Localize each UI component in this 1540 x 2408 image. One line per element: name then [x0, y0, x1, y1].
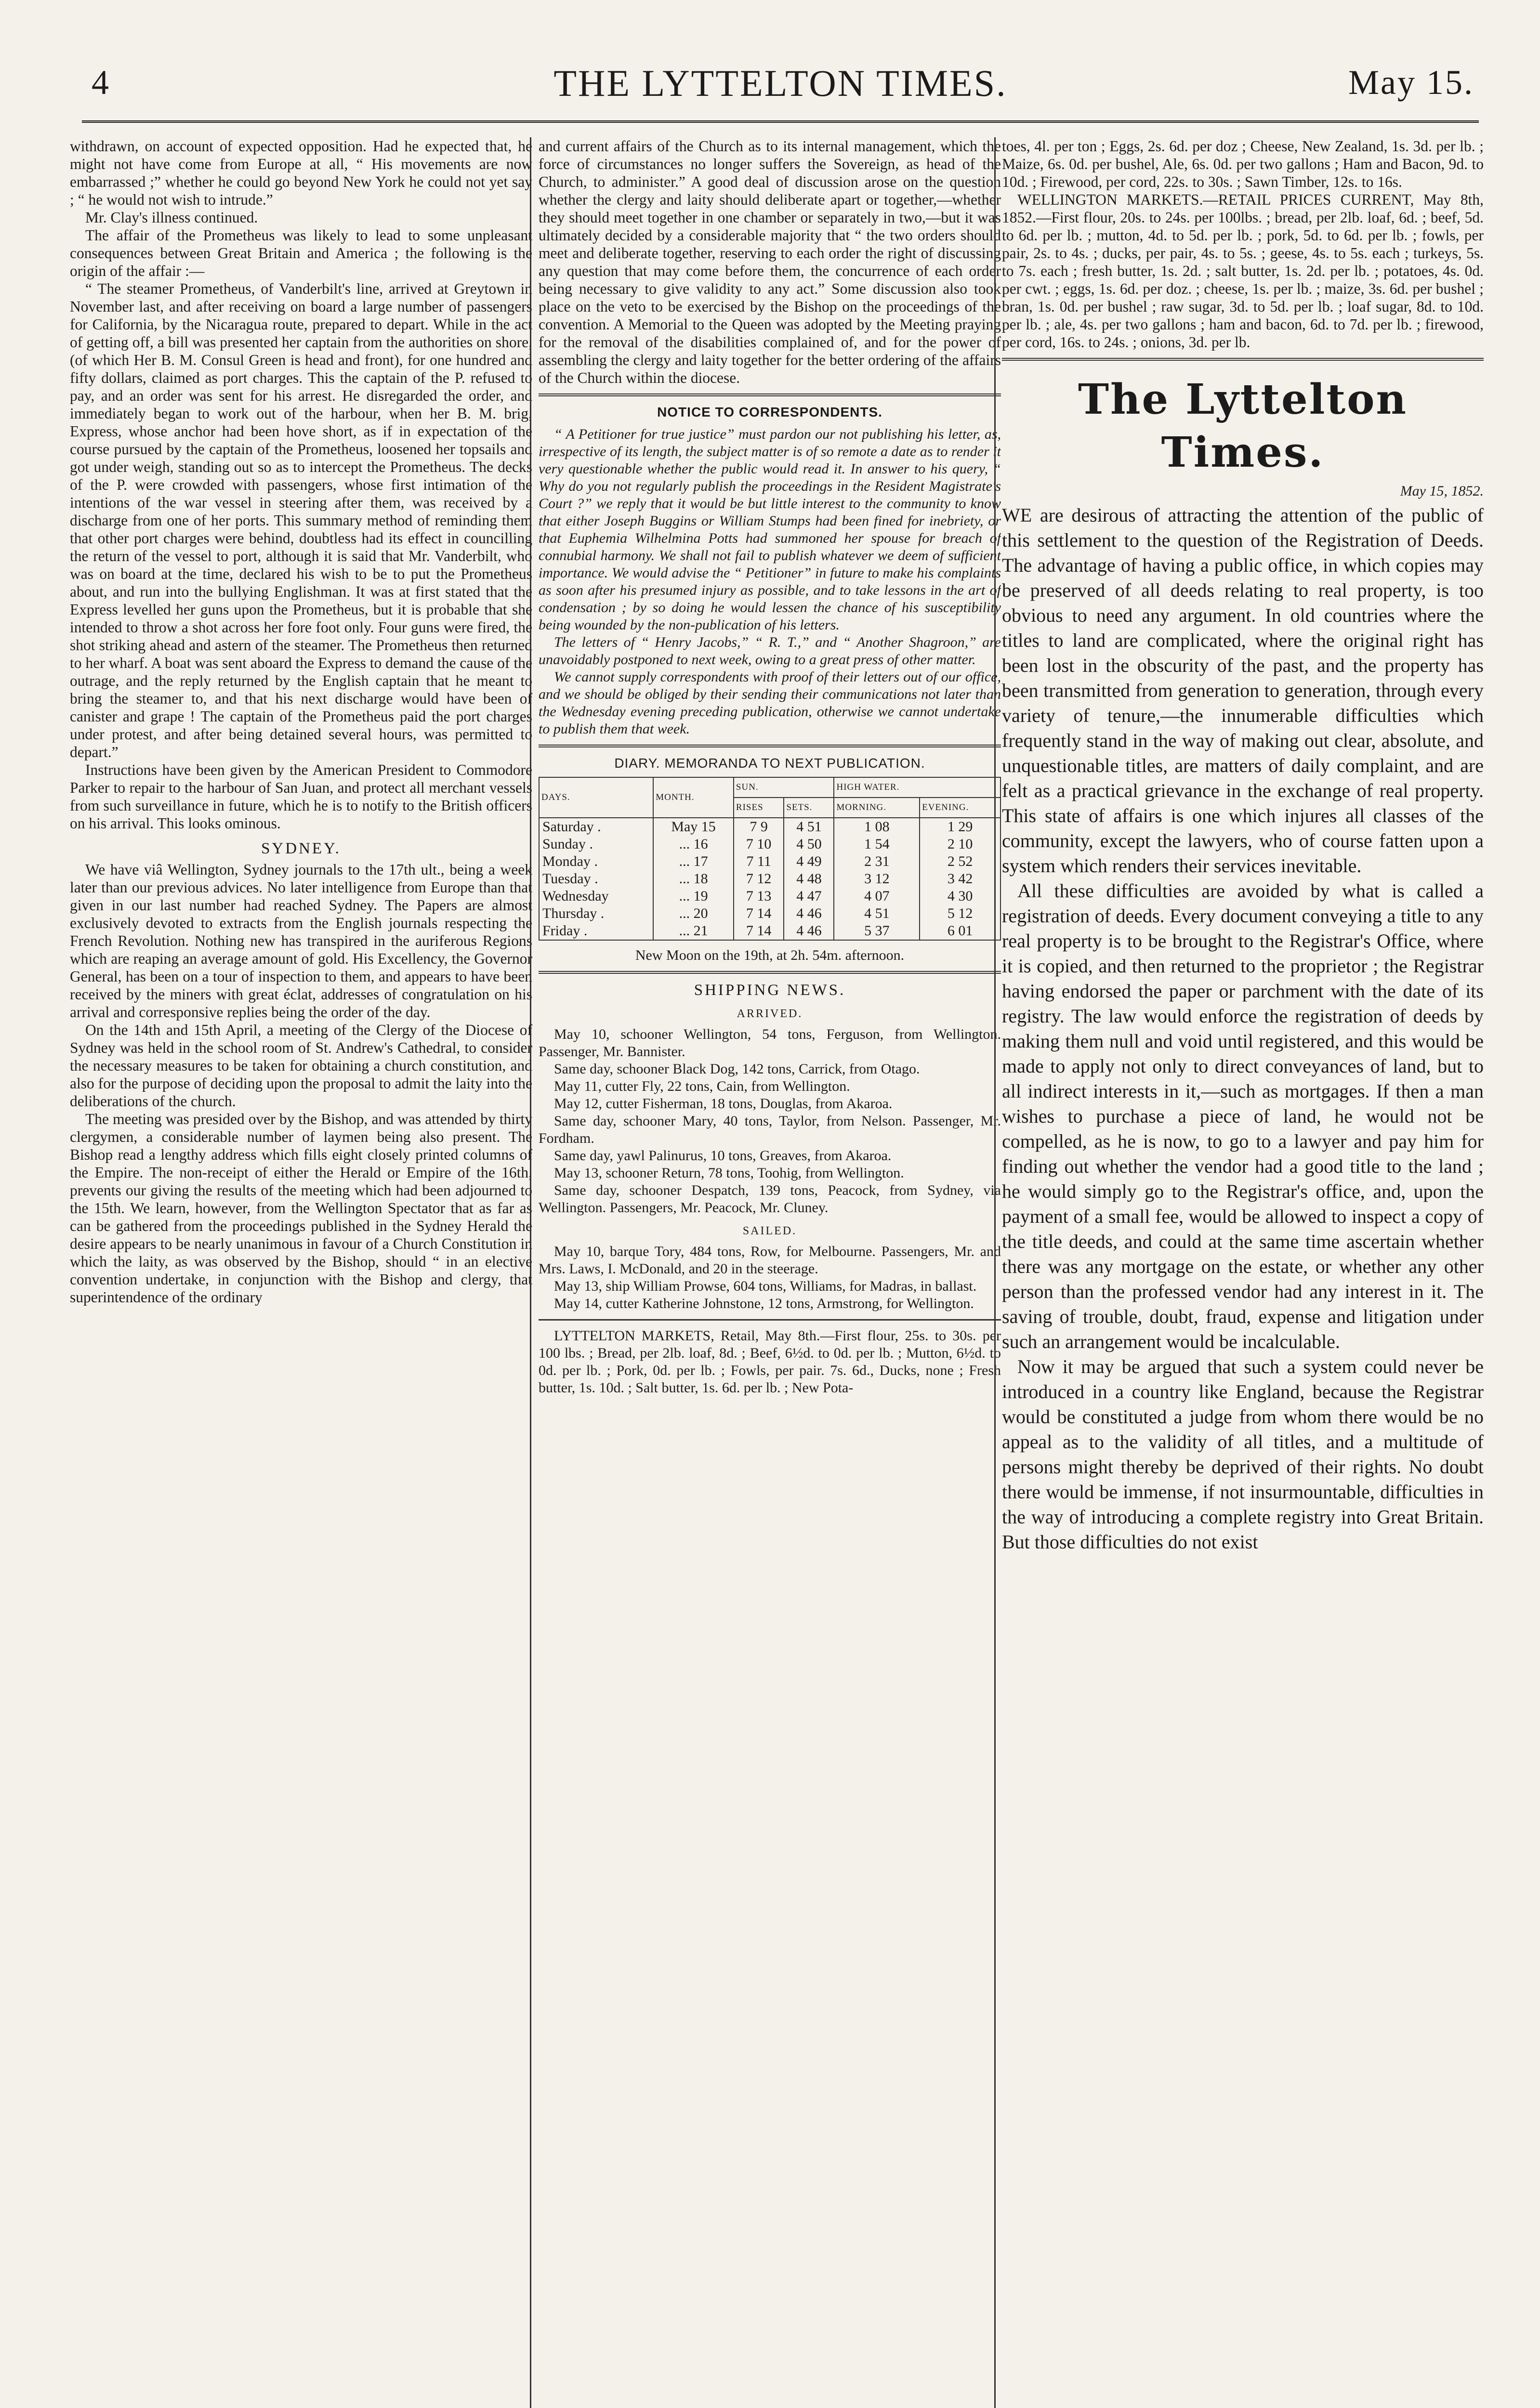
diary-cell-day: Thursday . — [539, 905, 653, 922]
diary-cell-morning: 1 08 — [834, 818, 920, 836]
newspaper-title: THE LYTTELTON TIMES. — [553, 62, 1007, 104]
diary-table — [539, 777, 1001, 941]
diary-body — [539, 818, 1000, 940]
article-paragraph: The affair of the Prometheus was likely to lead to some unpleasant consequences between Great Britain and America ; the following is the origin of the affair :— — [70, 227, 532, 279]
notice-block — [539, 426, 1001, 738]
markets-paragraph — [539, 1327, 1001, 1397]
article-paragraph: “ The steamer Prometheus, of Vanderbilt's line, arrived at Greytown in November last, and after receiving on board a large number of passengers for California, by the Nicaragua route, prepared to depart. While in the act of getting off, a bill was presented her captain from the authorities on shore, (of which Her B. M. Consul Green is head and front), for one hundred and fifty dollars, claimed as port charges. This the captain of the P. refused to pay, and an order was sent for his arrest. He disregarded the order, and immediately began to work out of the harbour, when her B. M. brig, Express, whose anchor had been hove short, as if in expectation of the course pursued by the captain of the Prometheus, loosened her topsails and got under weigh, standing out so as to intercept the Prometheus. The decks of the P. were crowded with passengers, whose first intimation of the intentions of the war vessel in steering after them, was received by a discharge from one of her ports. This summary method of reminding them that other port charges were behind, doubtless had its effect in councilling the return of the vessel to port, although it is said that Mr. Vanderbilt, who was on board at the time, declared his wish to be to put the Prometheus about, and run into the bullying Englishman. It was at first stated that the Express levelled her guns upon the Prometheus, but it is probable that she intended to throw a shot across her fore foot only. Four guns were fired, the shot striking ahead and astern of the steamer. The Prometheus then returned to her wharf. A boat was sent aboard the Express to demand the cause of the outrage, and the reply returned by the English captain that he meant to bring the steamer to, and that his next discharge would have been of canister and grape ! The captain of the Prometheus paid the port charges under protest, and after being detained several hours, was permitted to depart.” — [70, 280, 532, 760]
section-rule — [539, 745, 1001, 747]
wellington-markets-text: May 8th, 1852.—First flour, 20s. to 24s. per 100lbs. ; bread, per 2lb. loaf, 6d. ; beef, 5d. to 6d. per lb. ; mutton, 4d. to 5d. per lb. ; pork, 5d. to 6d. per lb. ; fowls, per pair, 2s. to 4s. ; ducks, per pair, 4s. to 5s. ; geese, 4s. to 5s. each ; turkeys, 5s. to 7s. each ; fresh butter, 1s. 2d. ; salt butter, 1s. 2d. per lb. ; potatoes, 4s. 0d. per cwt. ; eggs, 1s. 6d. per doz. ; cheese, 1s. per lb. ; maize, 3s. 6d. per bushel ; bran, 1s. 0d. per bushel ; raw sugar, 3d. to 5d. per lb. ; loaf sugar, 8d. to 10d. per lb. ; ale, 4s. per two gallons ; ham and bacon, 6d. to 7d. per lb. ; firewood, per cord, 16s. to 24s. ; onions, 3d. per lb. — [1002, 191, 1484, 351]
diary-cell-sets: 4 48 — [784, 870, 834, 888]
shipping-entry: May 10, schooner Wellington, 54 tons, Ferguson, from Wellington. Passenger, Mr. Bannister. — [539, 1026, 1001, 1060]
diary-heading: DIARY. MEMORANDA TO NEXT PUBLICATION. — [614, 756, 925, 771]
leader-paragraph: Now it may be argued that such a system could never be introduced in a country like England, because the Registrar would be constituted a judge from whom there would be no appeal as to the validity of all titles, and a multitude of persons might thereby be deprived of their rights. No doubt there would be immense, if not insurmountable, difficulties in the way of introducing a complete registry into Great Britain. But those difficulties do not exist — [1002, 1356, 1484, 1553]
diary-row — [539, 853, 1000, 870]
sydney-heading: SYDNEY. — [261, 840, 341, 857]
notice-paragraph: We cannot supply correspondents with proof of their letters out of our office, and we should be obliged by their sending their communications not later than the Wednesday evening preceding publication, otherwise we cannot undertake to publish them that week. — [539, 669, 1001, 737]
article-paragraph: Instructions have been given by the American President to Commodore Parker to repair to the harbour of San Juan, and protect all merchant vessels from such surveillance in future, which he is to notify to the British officers on his arrival. This looks ominous. — [70, 761, 532, 832]
diary-cell-sets: 4 46 — [784, 922, 834, 940]
diary-cell-morning: 4 51 — [834, 905, 920, 922]
diary-cell-rises: 7 14 — [734, 905, 784, 922]
diary-cell-rises: 7 12 — [734, 870, 784, 888]
issue-date: May 15. — [1348, 63, 1474, 102]
article-paragraph: We have viâ Wellington, Sydney journals to the 17th ult., being a week later than our previous advices. No later intelligence from Europe than that given in our last number had reached Sydney. The Papers are almost exclusively devoted to extracts from the English journals respecting the French Revolution. Nothing new has transpired in the auriferous Regions which are reaping an average amount of gold. His Excellency, the Governor General, has been on a tour of inspection to them, and appears to have been received by the miners with great éclat, addresses of congratulation on his arrival and corresponsive replies being the order of the day. — [70, 861, 532, 1021]
section-rule — [1002, 358, 1484, 361]
diary-cell-evening: 5 12 — [920, 905, 1000, 922]
diary-row — [539, 818, 1000, 836]
diary-cell-rises: 7 14 — [734, 922, 784, 940]
shipping-entry: May 13, schooner Return, 78 tons, Toohig, from Wellington. — [554, 1165, 904, 1181]
section-rule — [539, 1319, 1001, 1321]
leader-date: May 15, 1852. — [1400, 483, 1484, 499]
diary-cell-sets: 4 47 — [784, 888, 834, 905]
diary-cell-evening: 2 52 — [920, 853, 1000, 870]
diary-cell-month: ... 16 — [653, 836, 734, 853]
markets-text: Retail, May 8th.—First flour, 25s. to 30s. per 100 lbs. ; Bread, per 2lb. loaf, 8d. ; Beef, 6½d. to 0d. per lb. ; Mutton, 6½d. to 0d. per lb. ; Pork, 0d. per lb. ; Fowls, per pair. 7s. 6d., Ducks, none ; Fresh butter, 1s. 10d. ; Salt butter, 1s. 6d. per lb. ; New Pota- — [539, 1328, 1001, 1396]
diary-row — [539, 888, 1000, 905]
notice-heading: NOTICE TO CORRESPONDENTS. — [657, 405, 882, 419]
diary-cell-rises: 7 11 — [734, 853, 784, 870]
shipping-entry: Same day, schooner Black Dog, 142 tons, Carrick, from Otago. — [554, 1061, 920, 1077]
page-number: 4 — [92, 63, 109, 102]
diary-cell-month: ... 21 — [653, 922, 734, 940]
column-divider — [530, 137, 531, 2408]
diary-cell-sets: 4 49 — [784, 853, 834, 870]
arrived-heading: ARRIVED. — [737, 1008, 803, 1020]
column-1 — [70, 137, 532, 2408]
diary-cell-day: Friday . — [539, 922, 653, 940]
shipping-entry: May 10, barque Tory, 484 tons, Row, for Melbourne. Passengers, Mr. and Mrs. Laws, I. McDonald, and 20 in the steerage. — [539, 1243, 1001, 1277]
wellington-markets-paragraph — [1002, 191, 1484, 351]
article-paragraph: withdrawn, on account of expected opposition. Had he expected that, he might not have come from Europe at all, “ His movements are now embarrassed ;” whether he could go beyond New York he could not yet say ; “ he would not wish to intrude.” — [70, 138, 532, 208]
diary-cell-month: ... 20 — [653, 905, 734, 922]
article-paragraph: On the 14th and 15th April, a meeting of the Clergy of the Diocese of Sydney was held in the school room of St. Andrew's Cathedral, to consider the necessary measures to be taken for obtaining a church constitution, and also for the purpose of deciding upon the proposal to admit the laity into the deliberations of the church. — [70, 1021, 532, 1110]
diary-header-high-water: HIGH WATER. — [834, 777, 1000, 798]
diary-row — [539, 836, 1000, 853]
diary-cell-morning: 5 37 — [834, 922, 920, 940]
diary-cell-evening: 2 10 — [920, 836, 1000, 853]
diary-header-evening: EVENING. — [920, 798, 1000, 818]
diary-header-rises: RISES — [734, 798, 784, 818]
diary-header-month: MONTH. — [653, 777, 734, 818]
notice-paragraph: The letters of “ Henry Jacobs,” “ R. T.,” and “ Another Shagroon,” are unavoidably postponed to next week, owing to a great press of other matter. — [539, 634, 1001, 667]
markets-paragraph: toes, 4l. per ton ; Eggs, 2s. 6d. per doz ; Cheese, New Zealand, 1s. 3d. per lb. ; Maize, 6s. 0d. per bushel, Ale, 6s. 0d. per two gallons ; Ham and Bacon, 9d. to 10d. ; Firewood, per cord, 22s. to 30s. ; Sawn Timber, 12s. to 16s. — [1002, 138, 1484, 190]
article-paragraph: and current affairs of the Church as to its internal management, which the force of circumstances no longer suffers the Sovereign, as head of the Church, to administer.” A good deal of discussion arose on the question whether the clergy and laity should deliberate apart or together,—whether they should meet together in one chamber or separately in two,—but it was ultimately decided by a considerable majority that “ the two orders should meet and deliberate together, reserving to each order the right of discussing any question that may come before them, the concurrence of each order being necessary to give validity to any act.” Some discussion also took place on the veto to be exercised by the Bishop on the proceedings of the convention. A Memorial to the Queen was adopted by the Meeting praying for the removal of the disabilities complained of, and for the power of assembling the clergy and laity together for the better ordering of the affairs of the Church within the diocese. — [539, 138, 1001, 386]
shipping-entry: Same day, yawl Palinurus, 10 tons, Greaves, from Akaroa. — [554, 1148, 892, 1164]
diary-cell-sets: 4 51 — [784, 818, 834, 836]
shipping-entry: May 12, cutter Fisherman, 18 tons, Douglas, from Akaroa. — [554, 1096, 893, 1112]
diary-cell-month: ... 18 — [653, 870, 734, 888]
column-3 — [1002, 137, 1484, 2408]
leader-article — [1002, 503, 1484, 1555]
diary-cell-month: ... 17 — [653, 853, 734, 870]
diary-header-days: DAYS. — [539, 777, 653, 818]
section-rule — [539, 971, 1001, 974]
diary-row — [539, 922, 1000, 940]
leader-paragraph: All these difficulties are avoided by what is called a registration of deeds. Every document conveying a title to any real property is to be brought to the Registrar's Office, where it is copied, and then returned to the proprietor ; the Registrar having endorsed the paper or parchment with the date of its registry. The law would enforce the registration of deeds by making them null and void until registered, and this would be made to apply not only to direct conveyances of land, but to all indirect interests in it,—such as mortgages. If then a man wishes to purchase a piece of land, he would not be compelled, as he is now, to go to a lawyer and pay him for finding out whether the vendor had a good title to the land ; he would simply go to the Registrar's office, and, upon the payment of a small fee, would be allowed to inspect a copy of the title deeds, and could at the same time ascertain whether there was any mortgage on the estate, or whether any other person than the professed vendor had any interest in it. The saving of trouble, doubt, fraud, expense and litigation under such an arrangement would be incalculable. — [1002, 880, 1484, 1352]
diary-cell-morning: 1 54 — [834, 836, 920, 853]
diary-row — [539, 870, 1000, 888]
markets-heading: LYTTELTON MARKETS, — [554, 1328, 714, 1344]
column-2 — [539, 137, 1001, 2408]
diary-cell-evening: 1 29 — [920, 818, 1000, 836]
diary-cell-rises: 7 10 — [734, 836, 784, 853]
diary-cell-rises: 7 13 — [734, 888, 784, 905]
diary-header-sun: SUN. — [734, 777, 834, 798]
leader-heading: The Lyttelton Times. — [1078, 375, 1408, 477]
shipping-entry: May 11, cutter Fly, 22 tons, Cain, from Wellington. — [554, 1078, 850, 1094]
diary-cell-day: Sunday . — [539, 836, 653, 853]
leader-paragraph: WE are desirous of attracting the attention of the public of this settlement to the question of the Registration of Deeds. The advantage of having a public office, in which copies may be preserved of all deeds relating to real property, is too obvious to need any argument. In old countries where the titles to land are complicated, where the original right has been lost in the obscurity of the past, and the property has been transmitted from generation to generation, through every variety of tenure,—the innumerable difficulties which frequently stand in the way of making out clear, absolute, and unquestionable titles, are matters of daily complaint, and are felt as a practical grievance in the exchange of real property. This state of affairs is one which injures all classes of the community, except the lawyers, who of course fatten upon a system which renders their services inevitable. — [1002, 504, 1484, 877]
diary-cell-day: Wednesday — [539, 888, 653, 905]
section-rule — [539, 393, 1001, 396]
shipping-entry: Same day, schooner Despatch, 139 tons, Peacock, from Sydney, via Wellington. Passengers, Mr. Peacock, Mr. Cluney. — [539, 1182, 1001, 1216]
shipping-entry: Same day, schooner Mary, 40 tons, Taylor, from Nelson. Passenger, Mr. Fordham. — [539, 1113, 1001, 1146]
diary-cell-rises: 7 9 — [734, 818, 784, 836]
diary-cell-morning: 2 31 — [834, 853, 920, 870]
diary-cell-evening: 4 30 — [920, 888, 1000, 905]
diary-row — [539, 905, 1000, 922]
diary-cell-day: Tuesday . — [539, 870, 653, 888]
diary-cell-month: ... 19 — [653, 888, 734, 905]
diary-cell-sets: 4 50 — [784, 836, 834, 853]
diary-cell-evening: 6 01 — [920, 922, 1000, 940]
diary-cell-morning: 3 12 — [834, 870, 920, 888]
article-paragraph: Mr. Clay's illness continued. — [85, 209, 258, 226]
diary-header-sets: SETS. — [784, 798, 834, 818]
shipping-entry: May 13, ship William Prowse, 604 tons, Williams, for Madras, in ballast. — [554, 1278, 977, 1294]
diary-cell-day: Monday . — [539, 853, 653, 870]
moon-note: New Moon on the 19th, at 2h. 54m. afternoon. — [635, 947, 905, 963]
diary-cell-month: May 15 — [653, 818, 734, 836]
diary-header-morning: MORNING. — [834, 798, 920, 818]
diary-cell-evening: 3 42 — [920, 870, 1000, 888]
diary-cell-morning: 4 07 — [834, 888, 920, 905]
shipping-entry: May 14, cutter Katherine Johnstone, 12 tons, Armstrong, for Wellington. — [554, 1296, 974, 1311]
wellington-markets-heading: WELLINGTON MARKETS.—RETAIL PRICES CURRENT, — [1017, 191, 1414, 208]
diary-cell-sets: 4 46 — [784, 905, 834, 922]
article-paragraph: The meeting was presided over by the Bishop, and was attended by thirty clergymen, a considerable number of laymen being also present. The Bishop read a lengthy address which fills eight closely printed columns of the Empire. The non-receipt of either the Herald or Empire of the 16th, prevents our giving the results of the meeting which had been adjourned to the 15th. We learn, however, from the Wellington Spectator that as far as can be gathered from the proceedings published in the Sydney Herald the desire appears to be nearly unanimous in favour of a Church Constitution in which the laity, as was observed by the Bishop, should “ in an elective convention undertake, in conjunction with the Bishop and clergy, that superintendence of the ordinary — [70, 1111, 532, 1306]
column-divider — [994, 137, 996, 2408]
masthead — [82, 58, 1479, 123]
sailed-heading: SAILED. — [742, 1225, 797, 1237]
diary-cell-day: Saturday . — [539, 818, 653, 836]
notice-paragraph: “ A Petitioner for true justice” must pardon our not publishing his letter, as, irrespective of its length, the subject matter is of so remote a date as to render it very questionable whether the public would read it. In answer to his query, “ Why do you not regularly publish the proceedings in the Resident Magistrate's Court ?” we reply that it would be but little interest to the community to know that either Joseph Buggins or William Stumps had been fined for inebriety, or that Euphemia Wilhelmina Potts had summoned her spouse for breach of connubial harmony. We shall not fail to publish whatever we deem of sufficient importance. We would advise the “ Petitioner” in future to make his complaints as soon after his presumed injury as possible, and to take lessons in the art of condensation ; by so doing he would lessen the chance of his susceptibility being wounded by the non-publication of his letters. — [539, 426, 1001, 633]
shipping-heading: SHIPPING NEWS. — [694, 982, 846, 999]
